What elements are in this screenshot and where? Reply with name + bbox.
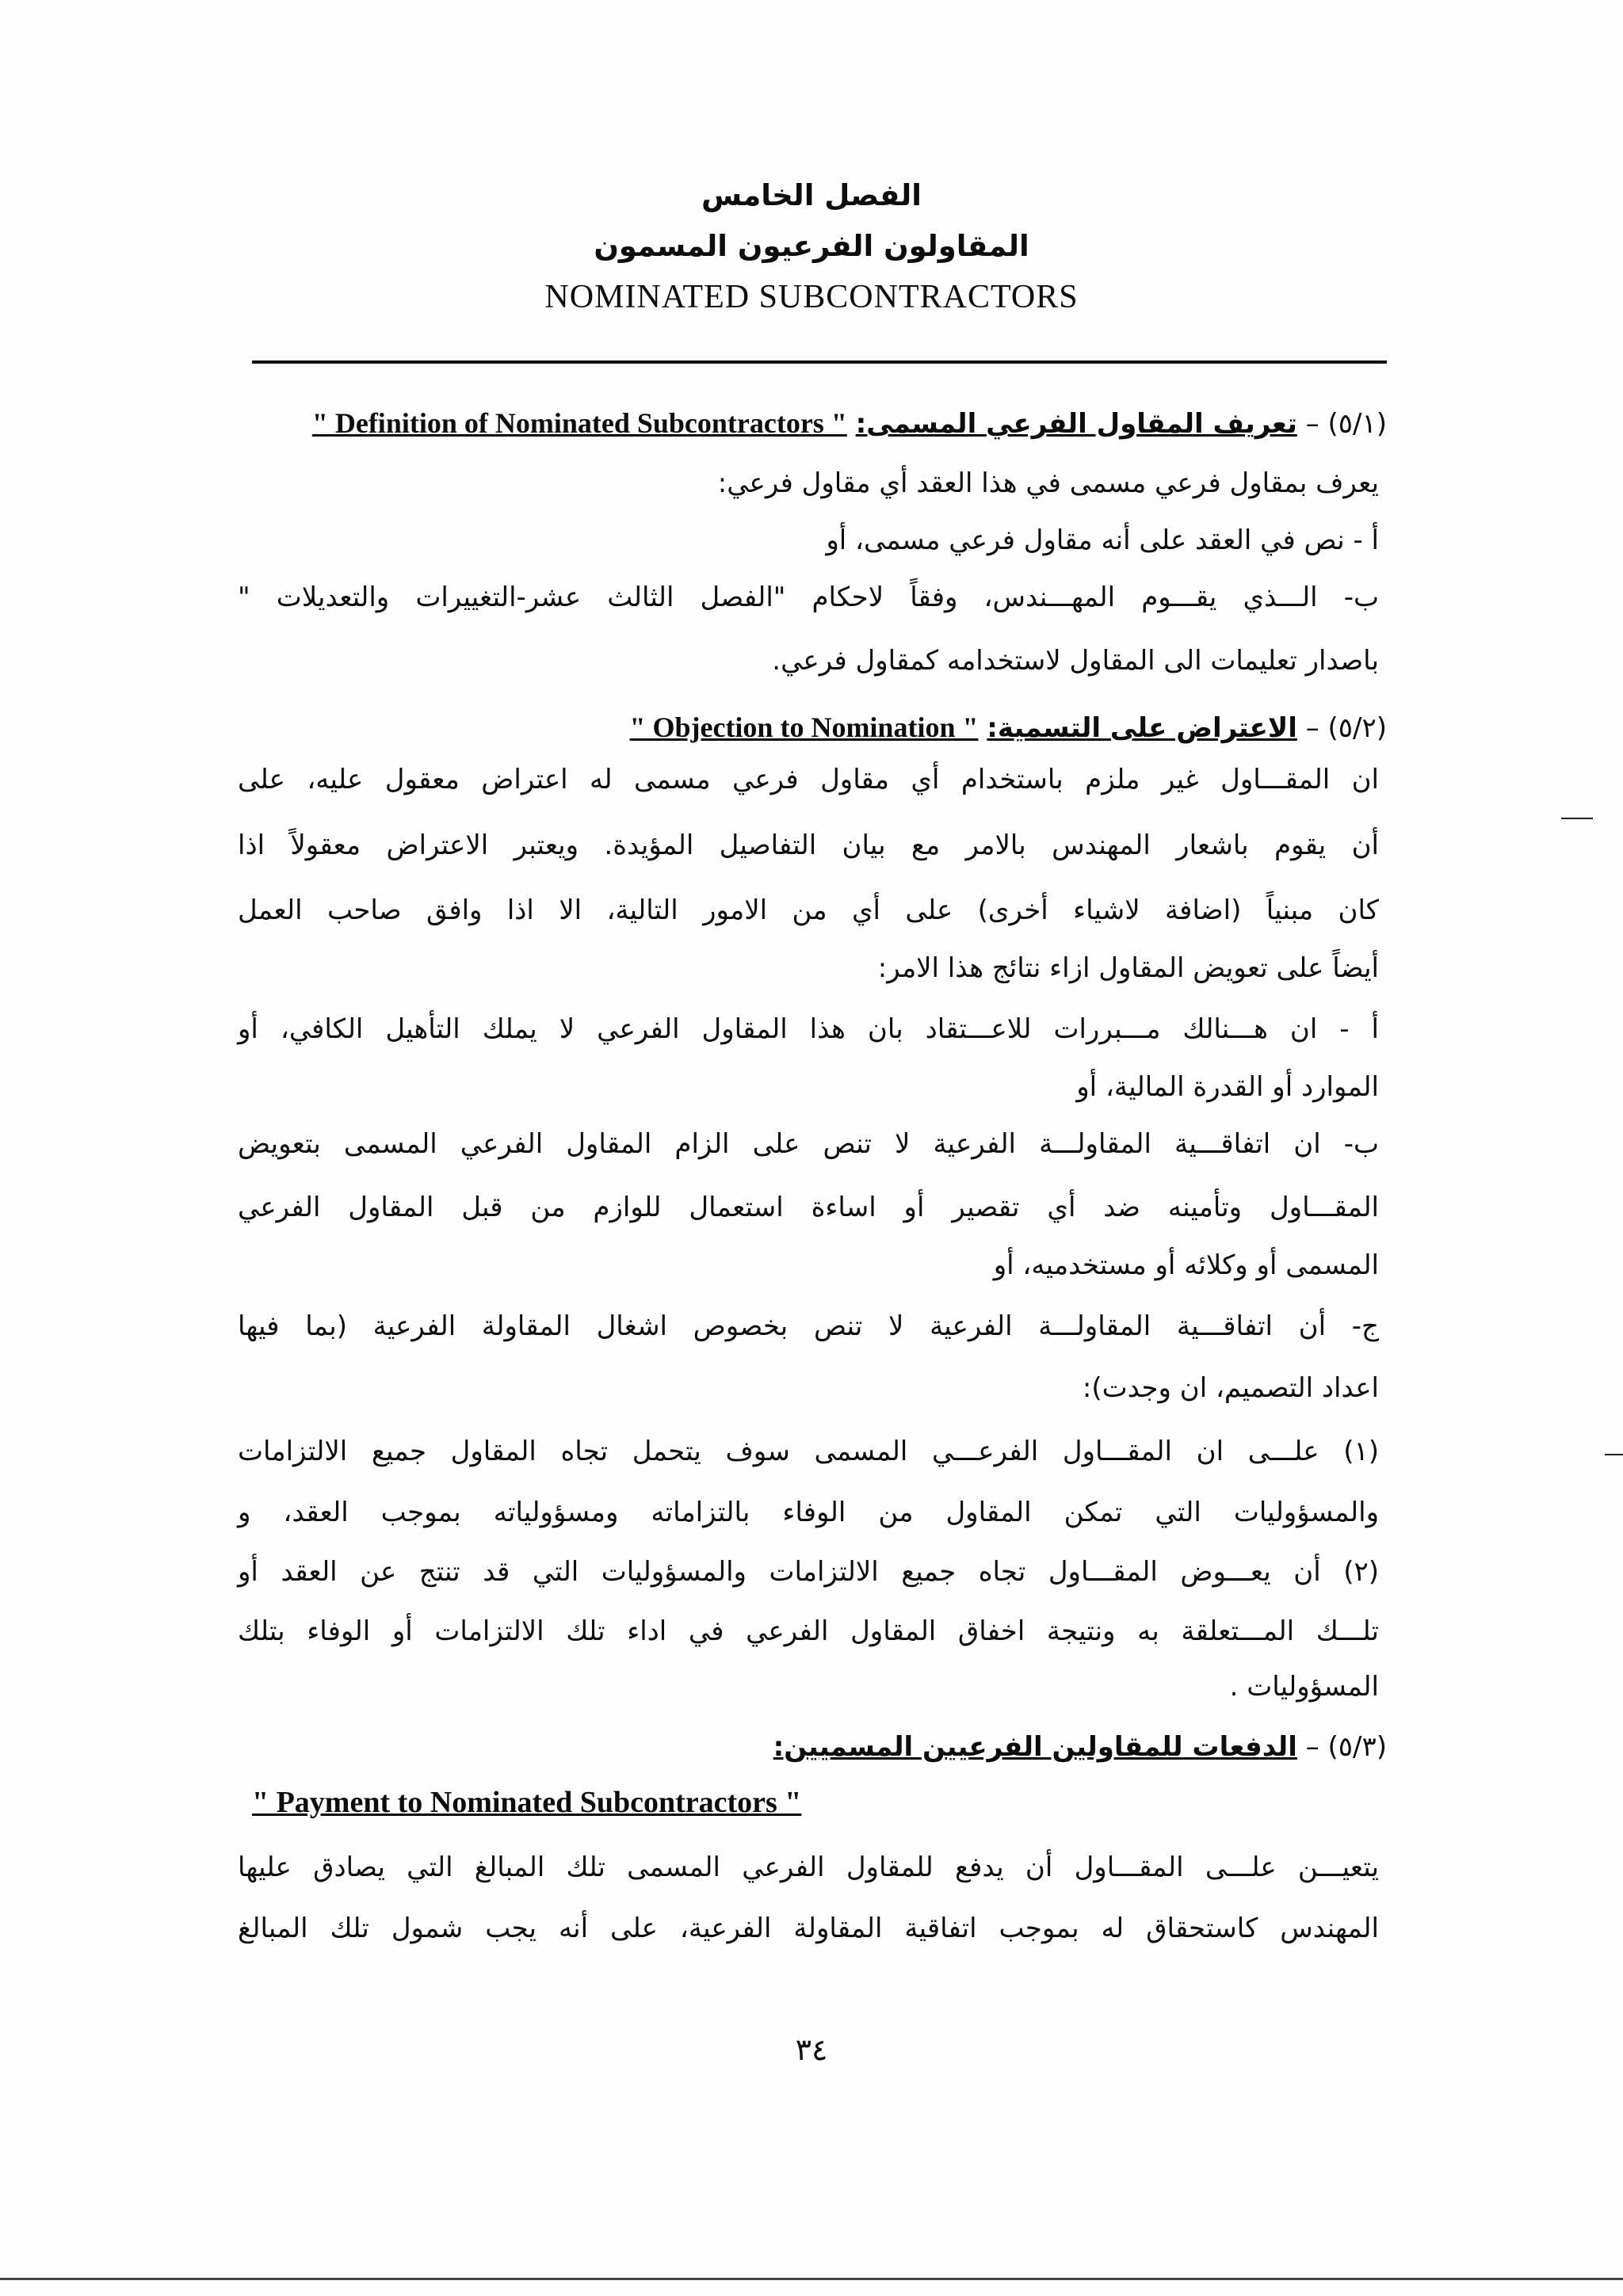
section-number: (٥/٢) (1327, 712, 1387, 744)
paragraph-line: (١) علـــى ان المقـــاول الفرعـــي المسمى سوف يتحمل تجاه المقاول جميع الالتزامات (238, 1436, 1379, 1467)
chapter-title: الفصل الخامس (701, 178, 922, 212)
section-heading-5-3: (٥/٣) – الدفعات للمقاولين الفرعيين المسميين: (773, 1731, 1387, 1763)
section-heading-5-2: (٥/٢) – الاعتراض على التسمية: " Objection to Nomination " (629, 711, 1387, 744)
paragraph-line: المهندس كاستحقاق له بموجب اتفاقية المقاولة الفرعية، على أنه يجب شمول تلك المبالغ (238, 1913, 1379, 1944)
section-number: (٥/٣) (1327, 1731, 1387, 1763)
section-heading-5-1: (٥/١) – تعريف المقاول الفرعي المسمى: " Definition of Nominated Subcontractors " (311, 407, 1387, 440)
chapter-header (0, 170, 1623, 322)
paragraph-line: يتعيـــن علـــى المقـــاول أن يدفع للمقاول الفرعي المسمى تلك المبالغ التي يصادق عليها (238, 1852, 1379, 1883)
bottom-scan-edge (0, 2278, 1623, 2280)
section-number: (٥/١) (1327, 408, 1387, 440)
chapter-subtitle-english: NOMINATED SUBCONTRACTORS (544, 279, 1079, 315)
section-title-english: " Payment to Nominated Subcontractors " (252, 1786, 802, 1819)
margin-mark (1605, 1454, 1623, 1455)
paragraph-line: تلـــك المـــتعلقة به ونتيجة اخفاق المقاول الفرعي في اداء تلك الالتزامات أو الوفاء بتلك (238, 1615, 1379, 1647)
page-number: ٣٤ (795, 2032, 828, 2067)
paragraph-line: كان مبنياً (اضافة لاشياء أخرى) على أي من الامور التالية، الا اذا وافق صاحب العمل (238, 894, 1379, 926)
section-title-arabic: الدفعات للمقاولين الفرعيين المسميين: (773, 1731, 1297, 1763)
section-title-english: " Objection to Nomination " (629, 711, 979, 743)
paragraph-line: ج- أن اتفاقـــية المقاولـــة الفرعية لا تنص بخصوص اشغال المقاولة الفرعية (بما فيها (238, 1310, 1379, 1342)
paragraph-line: المسؤوليات . (1229, 1671, 1379, 1703)
paragraph-line: أ - ان هـــنالك مـــبررات للاعـــتقاد بان هذا المقاول الفرعي لا يملك التأهيل الكافي، أو (238, 1013, 1379, 1045)
paragraph-line: اعداد التصميم، ان وجدت): (1082, 1372, 1379, 1404)
section-title-arabic: تعريف المقاول الفرعي المسمى: (855, 408, 1297, 440)
paragraph-line: (٢) أن يعـــوض المقـــاول تجاه جميع الالتزامات والمسؤوليات التي قد تنتج عن العقد أو (238, 1556, 1379, 1588)
paragraph-line: الموارد أو القدرة المالية، أو (1076, 1071, 1379, 1103)
section-title-english: " Definition of Nominated Subcontractors " (311, 407, 847, 439)
header-divider (252, 360, 1387, 364)
chapter-subtitle-arabic: المقاولون الفرعيون المسمون (594, 229, 1029, 263)
paragraph-line: أن يقوم باشعار المهندس بالامر مع بيان التفاصيل المؤيدة. ويعتبر الاعتراض معقولاً اذا (238, 830, 1379, 861)
paragraph-line: ب- ان اتفاقـــية المقاولـــة الفرعية لا تنص على الزام المقاول الفرعي المسمى بتعويض (238, 1128, 1379, 1160)
margin-mark (1561, 818, 1593, 819)
paragraph-line: ان المقـــاول غير ملزم باستخدام أي مقاول فرعي مسمى له اعتراض معقول عليه، على (238, 764, 1379, 795)
paragraph-line: أ - نص في العقد على أنه مقاول فرعي مسمى، أو (826, 524, 1379, 556)
paragraph-line: المسمى أو وكلائه أو مستخدميه، أو (993, 1249, 1379, 1281)
paragraph-line: باصدار تعليمات الى المقاول لاستخدامه كمقاول فرعي. (772, 645, 1379, 677)
paragraph-line: أيضاً على تعويض المقاول ازاء نتائج هذا الامر: (877, 952, 1379, 984)
paragraph-line: ب- الـــذي يقـــوم المهـــندس، وفقاً لاحكام "الفصل الثالث عشر-التغييرات والتعديلات " (238, 582, 1379, 613)
paragraph-line: والمسؤوليات التي تمكن المقاول من الوفاء بالتزاماته ومسؤولياته بموجب العقد، و (238, 1497, 1379, 1528)
paragraph-line: يعرف بمقاول فرعي مسمى في هذا العقد أي مقاول فرعي: (717, 467, 1379, 499)
section-title-arabic: الاعتراض على التسمية: (987, 712, 1297, 744)
paragraph-line: المقـــاول وتأمينه ضد أي تقصير أو اساءة استعمال للوازم من قبل المقاول الفرعي (238, 1192, 1379, 1223)
